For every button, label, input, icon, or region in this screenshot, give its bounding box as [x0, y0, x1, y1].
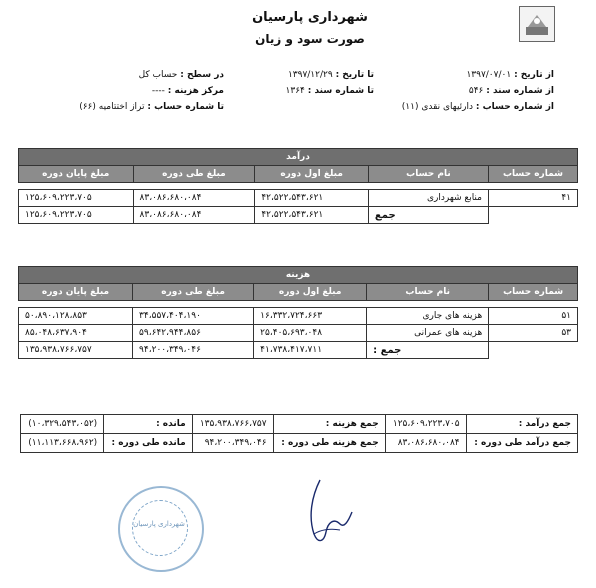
total-expense-value: ۱۳۵،۹۳۸،۷۶۶،۷۵۷ [192, 415, 273, 434]
to-date: تا تاریخ : ۱۳۹۷/۱۲/۲۹ [287, 70, 374, 80]
level: در سطح : حساب کل [138, 70, 224, 80]
from-doc-number: از شماره سند : ۵۴۶ [468, 86, 554, 96]
table-row [19, 308, 578, 325]
opening-amount: ۴۲،۵۲۲،۵۴۳،۶۲۱ [255, 190, 369, 207]
opening-amount: ۱۶،۳۳۲،۷۲۴،۶۶۳ [254, 308, 367, 325]
balance-value: (۱۰،۳۲۹،۵۴۳،۰۵۲) [21, 415, 104, 434]
account-no: ۵۱ [489, 308, 578, 325]
col-closing: مبلغ پایان دوره [19, 166, 134, 183]
col-closing: مبلغ پایان دوره [19, 284, 133, 301]
opening-amount: ۲۵،۴۰۵،۶۹۳،۰۴۸ [254, 325, 367, 342]
total-opening: ۴۲،۵۲۲،۵۴۳،۶۲۱ [255, 207, 369, 224]
col-account-name: نام حساب [367, 284, 489, 301]
total-label: جمع : [367, 342, 489, 359]
signature [290, 472, 370, 556]
period-expense-label: جمع هزینه طی دوره : [273, 434, 385, 453]
closing-amount: ۸۵،۰۴۸،۶۳۷،۹۰۴ [19, 325, 133, 342]
col-opening: مبلغ اول دوره [255, 166, 369, 183]
total-income-value: ۱۲۵،۶۰۹،۲۲۳،۷۰۵ [385, 415, 466, 434]
from-date: از تاریخ : ۱۳۹۷/۰۷/۰۱ [466, 70, 554, 80]
total-closing: ۱۲۵،۶۰۹،۲۲۳،۷۰۵ [19, 207, 134, 224]
stamp-text: شهرداری پارسیان [133, 520, 185, 528]
account-name: هزینه های عمرانی [367, 325, 489, 342]
total-closing: ۱۳۵،۹۳۸،۷۶۶،۷۵۷ [19, 342, 133, 359]
municipality-logo-icon [519, 6, 555, 42]
period-amount: ۵۹،۶۴۲،۹۴۴،۸۵۶ [133, 325, 254, 342]
summary-table [20, 414, 578, 453]
balance-label: مانده : [104, 415, 192, 434]
col-account-name: نام حساب [368, 166, 488, 183]
stamp-emblem-icon [132, 500, 188, 556]
col-period: مبلغ طی دوره [133, 284, 254, 301]
income-table [18, 148, 578, 224]
period-balance-label: مانده طی دوره : [104, 434, 192, 453]
cost-center: مرکز هزینه : ---- [151, 86, 224, 96]
total-period: ۸۳،۰۸۶،۶۸۰،۰۸۴ [133, 207, 255, 224]
total-label: جمع [368, 207, 488, 224]
document-subtitle: صورت سود و زیان [255, 32, 365, 46]
expense-table [18, 266, 578, 359]
col-account-no: شماره حساب [488, 166, 577, 183]
total-row [19, 342, 578, 359]
period-income-value: ۸۳،۰۸۶،۶۸۰،۰۸۴ [385, 434, 466, 453]
document-title: شهرداری پارسیان [252, 10, 368, 25]
total-period: ۹۴،۲۰۰،۳۴۹،۰۴۶ [133, 342, 254, 359]
period-expense-value: ۹۴،۲۰۰،۳۴۹،۰۴۶ [192, 434, 273, 453]
account-no: ۴۱ [488, 190, 577, 207]
col-period: مبلغ طی دوره [133, 166, 255, 183]
closing-amount: ۵۰،۸۹۰،۱۲۸،۸۵۳ [19, 308, 133, 325]
expense-section-title: هزینه [19, 267, 578, 284]
income-section-title: درآمد [19, 149, 578, 166]
table-row [19, 325, 578, 342]
account-no: ۵۳ [489, 325, 578, 342]
total-row [19, 207, 578, 224]
period-amount: ۳۴،۵۵۷،۴۰۴،۱۹۰ [133, 308, 254, 325]
col-account-no: شماره حساب [489, 284, 578, 301]
account-name: هزینه های جاری [367, 308, 489, 325]
period-amount: ۸۳،۰۸۶،۶۸۰،۰۸۴ [133, 190, 255, 207]
period-balance-value: (۱۱،۱۱۳،۶۶۸،۹۶۲) [21, 434, 104, 453]
account-name: منابع شهرداری [368, 190, 488, 207]
total-expense-label: جمع هزینه : [273, 415, 385, 434]
total-opening: ۴۱،۷۳۸،۴۱۷،۷۱۱ [254, 342, 367, 359]
period-income-label: جمع درآمد طی دوره : [466, 434, 577, 453]
col-opening: مبلغ اول دوره [254, 284, 367, 301]
from-account: از شماره حساب : دارئیهای نقدی (۱۱) [401, 102, 554, 112]
total-income-label: جمع درآمد : [466, 415, 577, 434]
closing-amount: ۱۲۵،۶۰۹،۲۲۳،۷۰۵ [19, 190, 134, 207]
to-doc-number: تا شماره سند : ۱۳۶۴ [285, 86, 374, 96]
table-row [19, 190, 578, 207]
to-account: تا شماره حساب : تراز اختتامیه (۶۶) [79, 102, 224, 112]
